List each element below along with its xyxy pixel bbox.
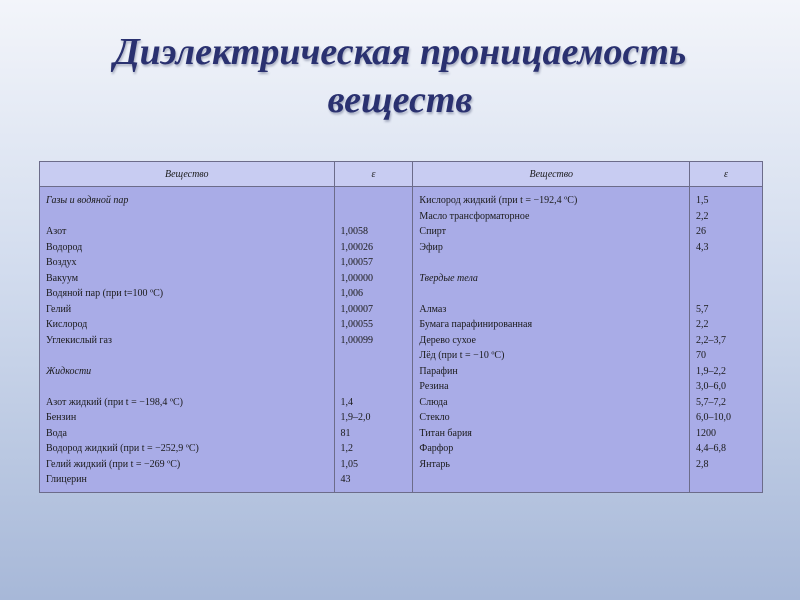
- substance-name: Слюда: [419, 396, 448, 408]
- epsilon-value: 1,006: [340, 288, 364, 299]
- slide-title: [0, 28, 800, 124]
- epsilon-value: 1,9–2,0: [340, 412, 371, 423]
- substance-name: Кислород: [46, 319, 88, 330]
- epsilon-value: [696, 286, 756, 302]
- substance-name: Стекло: [419, 412, 450, 423]
- epsilon-value: 1,00099: [340, 334, 374, 346]
- substance-name: Водород: [46, 241, 83, 253]
- table-line: [46, 209, 328, 225]
- slide-title-line-1: Диэлектрическая проницаемость: [113, 31, 687, 73]
- epsilon-value: 3,0–6,0: [696, 381, 727, 392]
- epsilon-value: 43: [340, 474, 351, 485]
- table-line: [419, 286, 683, 302]
- epsilon-value: [341, 209, 407, 225]
- permittivity-table: [39, 161, 763, 493]
- epsilon-value: 1,00055: [340, 319, 374, 330]
- epsilon-value: [696, 255, 756, 271]
- header-epsilon-left: ε: [334, 162, 413, 187]
- epsilon-value: [341, 348, 407, 364]
- substance-name: Янтарь: [419, 458, 450, 470]
- substance-name: Азот жидкий (при t = −198,4 ºС): [46, 396, 183, 408]
- epsilon-value: 1,00000: [340, 272, 374, 284]
- substance-name: Дерево сухое: [419, 334, 476, 346]
- substance-name: Кислород жидкий (при t = −192,4 ºС): [419, 195, 578, 206]
- epsilon-value: 1,2: [340, 443, 354, 454]
- substance-name: Бумага парафинированная: [419, 319, 533, 330]
- table-line: [46, 348, 328, 364]
- substance-name: Вода: [46, 427, 67, 439]
- epsilon-value: 4,3: [696, 241, 709, 253]
- epsilon-value: 2,8: [696, 458, 709, 470]
- substance-name: Гелий: [46, 303, 72, 315]
- right-substances-cell: [413, 187, 690, 493]
- substance-name: Титан бария: [419, 427, 472, 439]
- epsilon-value: 1,9–2,2: [696, 365, 727, 377]
- epsilon-value: 6,0–10,0: [696, 412, 732, 423]
- substance-name: Парафин: [419, 365, 458, 377]
- left-substances-cell: [40, 187, 335, 493]
- group-heading: Газы и водяной пар: [46, 195, 129, 206]
- epsilon-value: 5,7: [696, 303, 709, 315]
- epsilon-value: 4,4–6,8: [696, 443, 727, 454]
- table-line: [46, 379, 328, 395]
- table-header-row: [40, 162, 763, 187]
- epsilon-value: 1,05: [340, 458, 359, 470]
- epsilon-value: 1,5: [696, 195, 709, 206]
- epsilon-value: [341, 364, 407, 380]
- epsilon-value: 2,2: [696, 319, 709, 330]
- substance-name: Бензин: [46, 412, 77, 423]
- substance-name: Лёд (при t = −10 ºС): [419, 350, 505, 361]
- substance-name: Фарфор: [419, 443, 454, 454]
- slide-title-line-2: веществ: [327, 79, 473, 121]
- epsilon-value: 2,2–3,7: [696, 334, 727, 346]
- header-substance-right: Вещество: [413, 162, 690, 187]
- header-substance-left: Вещество: [40, 162, 335, 187]
- substance-name: Гелий жидкий (при t = −269 ºС): [46, 458, 181, 470]
- left-epsilon-cell: [334, 187, 413, 493]
- substance-name: Азот: [46, 226, 67, 237]
- epsilon-value: 1,00057: [340, 257, 374, 268]
- epsilon-value: 70: [696, 350, 707, 361]
- substance-name: Вакуум: [46, 272, 79, 284]
- epsilon-value: 1,0058: [340, 226, 369, 237]
- epsilon-value: 1,4: [340, 396, 354, 408]
- epsilon-value: 26: [696, 226, 707, 237]
- group-heading: Твердые тела: [419, 272, 478, 284]
- substance-name: Эфир: [419, 241, 443, 253]
- substance-name: Алмаз: [419, 303, 447, 315]
- epsilon-value: [341, 379, 407, 395]
- substance-name: Резина: [419, 381, 449, 392]
- substance-name: Водород жидкий (при t = −252,9 ºС): [46, 443, 199, 454]
- substance-name: Углекислый газ: [46, 334, 112, 346]
- epsilon-value: 2,2: [696, 210, 709, 222]
- substance-name: Масло трансформаторное: [419, 210, 530, 222]
- epsilon-value: [341, 193, 407, 209]
- epsilon-value: [696, 271, 756, 287]
- group-heading: Жидкости: [46, 365, 92, 377]
- epsilon-value: 1,00007: [340, 303, 374, 315]
- substance-name: Глицерин: [46, 474, 87, 485]
- epsilon-value: 1200: [696, 427, 717, 439]
- substance-name: Воздух: [46, 257, 77, 268]
- epsilon-value: 5,7–7,2: [696, 396, 727, 408]
- table-line: [419, 255, 683, 271]
- substance-name: Водяной пар (при t=100 ºС): [46, 288, 164, 299]
- right-epsilon-cell: [690, 187, 763, 493]
- epsilon-value: 1,00026: [340, 241, 374, 253]
- substance-name: Спирт: [419, 226, 447, 237]
- epsilon-value: 81: [340, 427, 351, 439]
- header-epsilon-right: ε: [690, 162, 763, 187]
- table-body-row: [40, 187, 763, 493]
